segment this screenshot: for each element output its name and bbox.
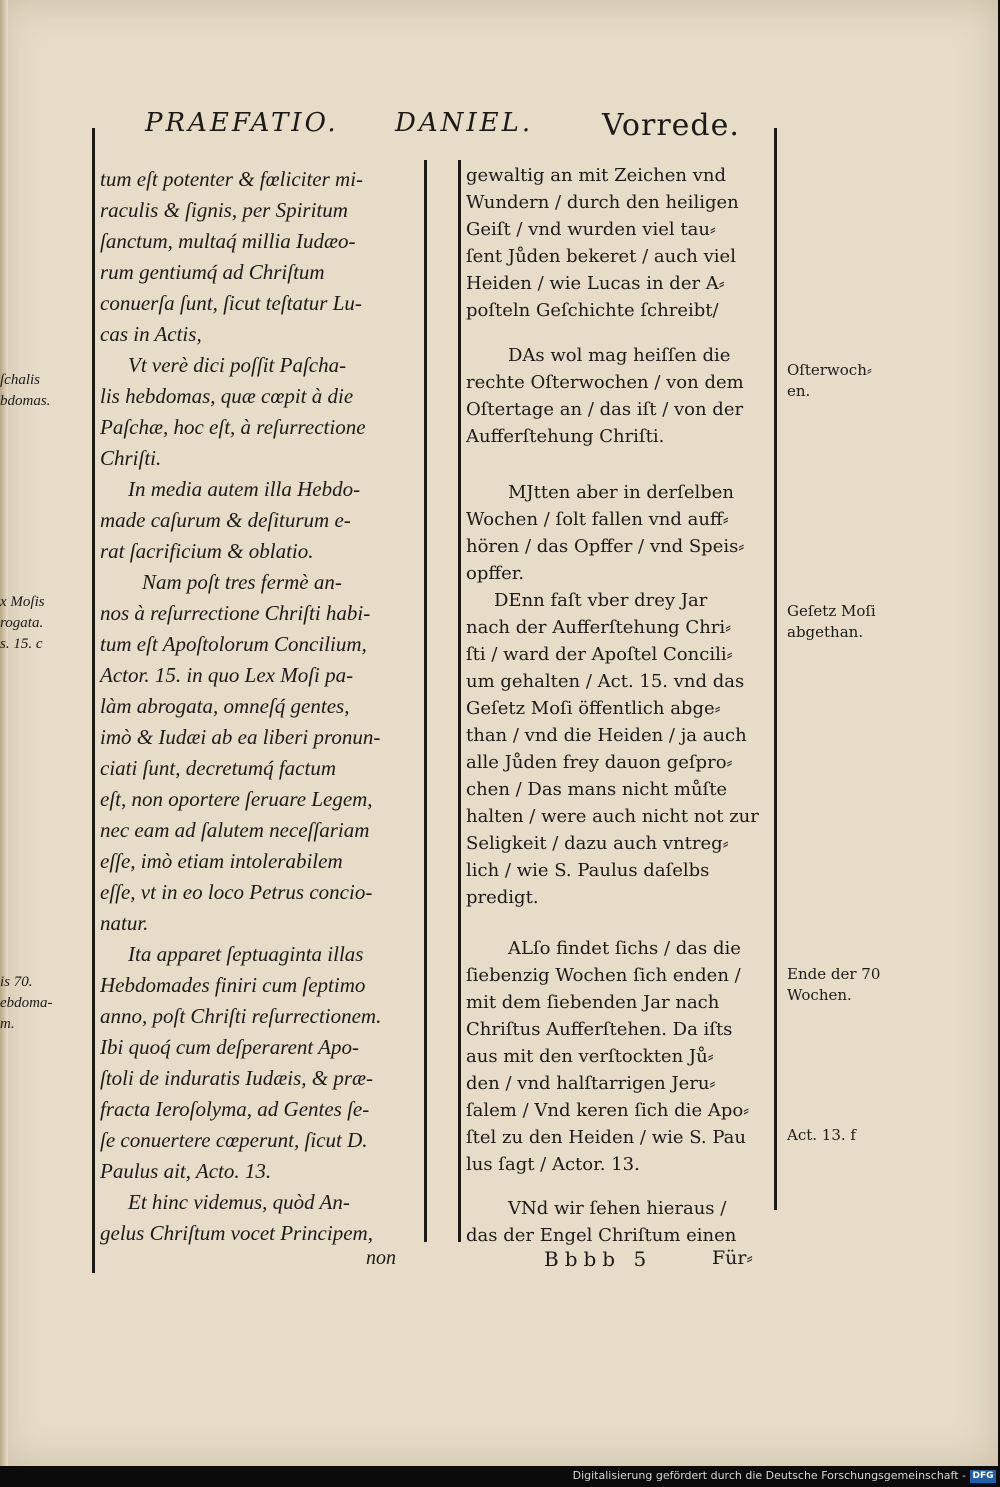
german-line: ſiebenzig Wochen ſich enden / — [466, 965, 741, 986]
margin-note-line: Ende der 70 — [787, 965, 881, 983]
german-line: Wochen / ſolt fallen vnd auff⸗ — [466, 509, 729, 530]
latin-line: In media autem illa Hebdo- — [128, 477, 361, 501]
latin-line: Hebdomades finiri cum ſeptimo — [100, 973, 366, 997]
margin-note-line: bdomas. — [0, 393, 51, 409]
latin-line: Ibi quoq́ cum deſperarent Apo- — [100, 1035, 359, 1059]
column-rule-center-right — [458, 160, 461, 1242]
german-block-1 — [466, 162, 766, 324]
latin-line: fracta Ieroſolyma, ad Gentes ſe- — [100, 1097, 370, 1121]
latin-line: Vt verè dici poſſit Paſcha- — [128, 353, 347, 377]
german-line: predigt. — [466, 887, 539, 908]
latin-line: tum eſt Apoſtolorum Concilium, — [100, 632, 367, 656]
german-line: poſteln Geſchichte ſchreibt/ — [466, 300, 719, 321]
german-line: halten / were auch nicht not zur — [466, 806, 759, 827]
german-block-5 — [466, 1195, 766, 1249]
latin-line: cas in Actis, — [100, 322, 202, 346]
german-line: hören / das Opffer / vnd Speis⸗ — [466, 536, 745, 557]
german-line: mit dem ſiebenden Jar nach — [466, 992, 720, 1013]
margin-note-ende-der-70-wochen — [787, 964, 987, 1006]
margin-note-line: ſchalis — [0, 372, 40, 388]
german-line: lus ſagt / Actor. 13. — [466, 1154, 640, 1175]
margin-note-line: Act. 13. f — [787, 1126, 856, 1144]
margin-note-line: abgethan. — [787, 623, 864, 641]
german-line: den / vnd halſtarrigen Jeru⸗ — [466, 1073, 716, 1094]
german-line: lich / wie S. Paulus daſelbs — [466, 860, 710, 881]
german-block-2 — [466, 342, 766, 450]
margin-note-act-13 — [787, 1125, 987, 1146]
german-line: rechte Oſterwochen / von dem — [466, 372, 744, 393]
latin-column — [100, 164, 405, 1249]
margin-note-line: Wochen. — [787, 986, 852, 1004]
german-block-3 — [466, 479, 766, 911]
dfg-logo: DFG — [970, 1470, 996, 1483]
latin-line: Et hinc videmus, quòd An- — [128, 1190, 350, 1214]
footer-bar — [0, 1466, 1000, 1487]
latin-line: made caſurum & deſiturum e- — [100, 508, 351, 532]
german-catchword: Für⸗ — [712, 1247, 753, 1269]
german-line: um gehalten / Act. 15. vnd das — [466, 671, 745, 692]
running-head-german: Vorrede. — [602, 108, 740, 143]
margin-note-left-hebdomadae — [0, 972, 70, 1035]
german-line: MJtten aber in derſelben — [508, 482, 735, 503]
margin-note-line: en. — [787, 382, 811, 400]
latin-line: Nam poſt tres fermè an- — [142, 570, 342, 594]
margin-note-line: s. 15. c — [0, 636, 43, 652]
german-line: aus mit den verſtockten Jů⸗ — [466, 1046, 714, 1067]
margin-note-line: Geſetz Moſi — [787, 602, 876, 620]
margin-note-line: Oſterwoch⸗ — [787, 361, 872, 379]
running-head-daniel: DANIEL. — [395, 108, 534, 138]
german-line: VNd wir ſehen hieraus / — [508, 1198, 727, 1219]
german-line: ſent Jůden bekeret / auch viel — [466, 246, 736, 267]
column-rule-center-left — [424, 160, 427, 1242]
german-line: ſtel zu den Heiden / wie S. Pau — [466, 1127, 746, 1148]
latin-line: imò & Iudæi ab ea liberi pronun- — [100, 725, 381, 749]
footer-credit: Digitalisierung gefördert durch die Deutsche Forschungsgemeinschaft - — [572, 1469, 966, 1482]
german-line: ſti / ward der Apoſtel Concili⸗ — [466, 644, 733, 665]
margin-note-left-paschalis — [0, 370, 70, 412]
german-line: than / vnd die Heiden / ja auch — [466, 725, 747, 746]
column-rule-left — [92, 128, 95, 1273]
margin-note-gesetz-mosi — [787, 601, 987, 643]
latin-line: conuerſa ſunt, ſicut teſtatur Lu- — [100, 291, 362, 315]
latin-line: Chriſti. — [100, 446, 162, 470]
german-line: Geſetz Moſi öffentlich abge⸗ — [466, 698, 721, 719]
latin-line: ciati ſunt, decretumq́ factum — [100, 756, 337, 780]
column-rule-right — [774, 128, 777, 1210]
german-line: Seligkeit / dazu auch vntreg⸗ — [466, 833, 729, 854]
latin-line: Actor. 15. in quo Lex Moſi pa- — [100, 663, 354, 687]
german-line: Heiden / wie Lucas in der A⸗ — [466, 273, 725, 294]
german-line: gewaltig an mit Zeichen vnd — [466, 165, 726, 186]
margin-note-osterwochen — [787, 360, 987, 402]
margin-note-left-lex-mosis — [0, 592, 70, 655]
margin-note-line: ebdoma- — [0, 995, 53, 1011]
german-line: ALſo findet ſichs / das die — [508, 938, 741, 959]
latin-catchword: non — [366, 1247, 396, 1269]
german-line: alle Jůden frey dauon geſpro⸗ — [466, 752, 733, 773]
latin-line: làm abrogata, omneſq́ gentes, — [100, 694, 350, 718]
german-line: chen / Das mans nicht můſte — [466, 779, 728, 800]
german-line: Wundern / durch den heiligen — [466, 192, 739, 213]
latin-line: ſtoli de induratis Iudæis, & præ- — [100, 1066, 374, 1090]
latin-line: eſſe, vt in eo loco Petrus concio- — [100, 880, 373, 904]
german-line: DAs wol mag heiſſen die — [508, 345, 731, 366]
running-head-latin: PRAEFATIO. — [145, 108, 339, 138]
margin-note-line: rogata. — [0, 615, 44, 631]
german-line: ſalem / Vnd keren ſich die Apo⸗ — [466, 1100, 750, 1121]
german-line: Geiſt / vnd wurden viel tau⸗ — [466, 219, 716, 240]
margin-note-line: is 70. — [0, 974, 33, 990]
german-line: das der Engel Chriſtum einen — [466, 1225, 737, 1246]
latin-line: rum gentiumq́ ad Chriſtum — [100, 260, 325, 284]
german-line: Oſtertage an / das iſt / von der — [466, 399, 744, 420]
latin-line: eſſe, imò etiam intolerabilem — [100, 849, 343, 873]
margin-note-line: m. — [0, 1016, 15, 1032]
german-line: DEnn faſt vber drey Jar — [494, 590, 708, 611]
latin-line: Paulus ait, Acto. 13. — [100, 1159, 272, 1183]
latin-line: ſe conuertere cœperunt, ſicut D. — [100, 1128, 368, 1152]
latin-line: raculis & ſignis, per Spiritum — [100, 198, 348, 222]
german-line: Aufferſtehung Chriſti. — [466, 426, 665, 447]
page-gutter — [0, 0, 8, 1466]
german-line: opffer. — [466, 563, 525, 584]
latin-line: rat ſacrificium & oblatio. — [100, 539, 314, 563]
german-line: nach der Aufferſtehung Chri⸗ — [466, 617, 732, 638]
latin-line: natur. — [100, 911, 149, 935]
latin-line: Paſchæ, hoc eſt, à reſurrectione — [100, 415, 366, 439]
latin-line: ſanctum, multaq́ millia Iudæo- — [100, 229, 356, 253]
latin-line: lis hebdomas, quæ cœpit à die — [100, 384, 354, 408]
margin-note-line: x Moſis — [0, 594, 45, 610]
german-line: Chriſtus Aufferſtehen. Da iſts — [466, 1019, 733, 1040]
german-block-4 — [466, 935, 766, 1178]
latin-line: nos à reſurrectione Chriſti habi- — [100, 601, 371, 625]
latin-line: anno, poſt Chriſti reſurrectionem. — [100, 1004, 382, 1028]
latin-line: tum eſt potenter & fœliciter mi- — [100, 167, 364, 191]
latin-line: Ita apparet ſeptuaginta illas — [128, 942, 364, 966]
latin-line: nec eam ad ſalutem neceſſariam — [100, 818, 370, 842]
latin-line: gelus Chriſtum vocet Principem, — [100, 1221, 373, 1245]
latin-line: eſt, non oportere ſeruare Legem, — [100, 787, 373, 811]
signature-mark: Bbbb 5 — [544, 1247, 653, 1271]
